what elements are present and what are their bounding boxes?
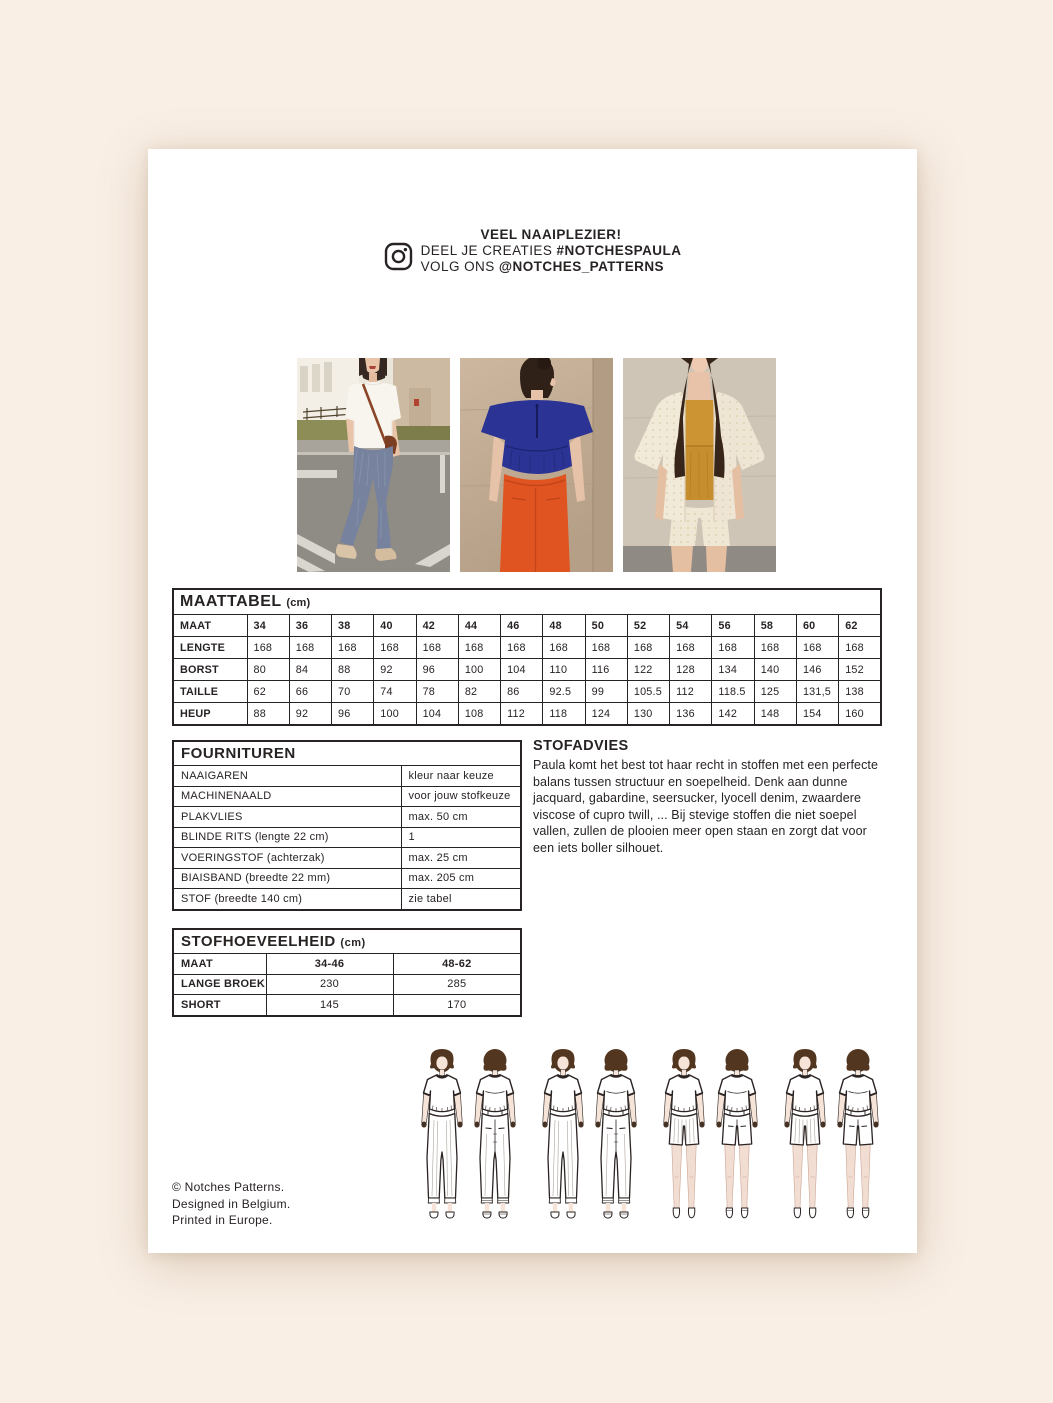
fabric-advice-section bbox=[533, 738, 891, 857]
illustration-pair-shorts-2 bbox=[779, 1046, 884, 1228]
maattabel-cell: 168 bbox=[289, 637, 331, 659]
maattabel-cell: 140 bbox=[754, 659, 796, 681]
maattabel-cell: 128 bbox=[670, 659, 712, 681]
fournituren-row bbox=[173, 786, 521, 807]
fournituren-value: zie tabel bbox=[401, 889, 521, 910]
maattabel-cell: 66 bbox=[289, 681, 331, 703]
maattabel-cell: 52 bbox=[627, 615, 669, 637]
social-header bbox=[148, 227, 917, 276]
maattabel bbox=[172, 588, 882, 726]
fournituren-label: BLINDE RITS (lengte 22 cm) bbox=[173, 827, 401, 848]
maattabel-cell: 116 bbox=[585, 659, 627, 681]
maattabel-cell: 122 bbox=[627, 659, 669, 681]
stofhoeveelheid-row bbox=[173, 974, 521, 995]
instagram-icon bbox=[384, 242, 413, 271]
maattabel-cell: 110 bbox=[543, 659, 585, 681]
maattabel-cell: 168 bbox=[585, 637, 627, 659]
fabric-advice-title: STOFADVIES bbox=[533, 738, 629, 754]
maattabel-cell: 48 bbox=[543, 615, 585, 637]
imprint-line-1: © Notches Patterns. bbox=[172, 1180, 285, 1194]
maattabel-body bbox=[173, 589, 881, 725]
maattabel-cell: 154 bbox=[796, 703, 838, 726]
maattabel-cell: 168 bbox=[247, 637, 289, 659]
fournituren-value: max. 205 cm bbox=[401, 868, 521, 889]
maattabel-cell: 112 bbox=[501, 703, 543, 726]
fournituren-label: VOERINGSTOF (achterzak) bbox=[173, 848, 401, 869]
stofhoeveelheid-value: 230 bbox=[266, 974, 393, 995]
fournituren-value: max. 50 cm bbox=[401, 807, 521, 828]
maattabel-row-lengte bbox=[173, 637, 881, 659]
maattabel-cell: 124 bbox=[585, 703, 627, 726]
maattabel-cell: 168 bbox=[670, 637, 712, 659]
fabric-advice-text: Paula komt het best tot haar recht in stoffen met een perfecte balans tussen structuur en soepelheid. Denk aan dunne jacquard, gabardine, seersucker, lyocell denim, zwaardere viscose of cupro twill, ... Bij stevige stoffen die niet soepel vallen, zullen de plooien meer open staan en zorgt dat voor een iets boller silhouet. bbox=[533, 758, 879, 855]
fournituren-label: BIAISBAND (breedte 22 mm) bbox=[173, 868, 401, 889]
header-line-3 bbox=[421, 259, 682, 275]
maattabel-cell: 168 bbox=[416, 637, 458, 659]
maattabel-cell: 168 bbox=[332, 637, 374, 659]
maattabel-row-maat bbox=[173, 615, 881, 637]
stofhoeveelheid-label: SHORT bbox=[173, 995, 266, 1016]
header-line-1: VEEL NAAIPLEZIER! bbox=[480, 227, 622, 242]
maattabel-cell: 70 bbox=[332, 681, 374, 703]
fournituren-value: 1 bbox=[401, 827, 521, 848]
social-header-text bbox=[421, 227, 682, 276]
maattabel-cell: 138 bbox=[839, 681, 881, 703]
lookbook-photos bbox=[297, 358, 776, 572]
maattabel-cell: 62 bbox=[247, 681, 289, 703]
maattabel-cell: 104 bbox=[416, 703, 458, 726]
maattabel-cell: 160 bbox=[839, 703, 881, 726]
header-line-3-prefix: VOLG ONS bbox=[420, 259, 499, 275]
maattabel-cell: 168 bbox=[627, 637, 669, 659]
illustration-shorts-front bbox=[779, 1046, 831, 1228]
illustration-shorts-back bbox=[832, 1046, 884, 1228]
maattabel-cell: 88 bbox=[247, 703, 289, 726]
maattabel-cell: 96 bbox=[416, 659, 458, 681]
imprint bbox=[172, 1179, 290, 1229]
imprint-line-3: Printed in Europe. bbox=[172, 1213, 273, 1227]
maattabel-cell: 40 bbox=[374, 615, 416, 637]
maattabel-cell: 96 bbox=[332, 703, 374, 726]
maattabel-row-label: HEUP bbox=[173, 703, 247, 726]
maattabel-cell: 34 bbox=[247, 615, 289, 637]
illustration-trousers-front bbox=[537, 1046, 589, 1228]
fournituren-title-row bbox=[173, 741, 521, 766]
header-hashtag: #NOTCHESPAULA bbox=[556, 243, 682, 259]
fournituren-row bbox=[173, 889, 521, 910]
maattabel-cell: 100 bbox=[374, 703, 416, 726]
maattabel-cell: 88 bbox=[332, 659, 374, 681]
illustration-pair-trousers-2 bbox=[537, 1046, 642, 1228]
stofhoeveelheid-column: 48-62 bbox=[393, 954, 521, 975]
maattabel-cell: 168 bbox=[754, 637, 796, 659]
maattabel-row-label: MAAT bbox=[173, 615, 247, 637]
maattabel-cell: 168 bbox=[712, 637, 754, 659]
maattabel-row-borst bbox=[173, 659, 881, 681]
maattabel-cell: 56 bbox=[712, 615, 754, 637]
notions-section bbox=[172, 740, 522, 911]
stofhoeveelheid-value: 285 bbox=[393, 974, 521, 995]
illustration-pair-trousers-1 bbox=[416, 1046, 521, 1228]
maattabel-cell: 130 bbox=[627, 703, 669, 726]
maattabel-cell: 82 bbox=[458, 681, 500, 703]
maattabel-cell: 92 bbox=[374, 659, 416, 681]
maattabel-cell: 60 bbox=[796, 615, 838, 637]
maattabel-cell: 99 bbox=[585, 681, 627, 703]
maattabel-cell: 125 bbox=[754, 681, 796, 703]
maattabel-cell: 118 bbox=[543, 703, 585, 726]
stofhoeveelheid-body bbox=[173, 929, 521, 1016]
header-line-2 bbox=[421, 243, 682, 259]
maattabel-row-heup bbox=[173, 703, 881, 726]
stofhoeveelheid-title-row bbox=[173, 929, 521, 954]
maattabel-cell: 168 bbox=[543, 637, 585, 659]
illustration-trousers-back bbox=[590, 1046, 642, 1228]
maattabel-cell: 168 bbox=[839, 637, 881, 659]
maattabel-cell: 38 bbox=[332, 615, 374, 637]
maattabel-cell: 92 bbox=[289, 703, 331, 726]
stofhoeveelheid-value: 145 bbox=[266, 995, 393, 1016]
maattabel-row-taille bbox=[173, 681, 881, 703]
maattabel-cell: 80 bbox=[247, 659, 289, 681]
fournituren-row bbox=[173, 868, 521, 889]
fournituren bbox=[172, 740, 522, 911]
maattabel-title: MAATTABEL (cm) bbox=[173, 589, 881, 615]
fournituren-row bbox=[173, 766, 521, 787]
maattabel-cell: 62 bbox=[839, 615, 881, 637]
garment-illustrations bbox=[416, 1046, 884, 1228]
maattabel-cell: 112 bbox=[670, 681, 712, 703]
maattabel-title-row bbox=[173, 589, 881, 615]
maattabel-cell: 148 bbox=[754, 703, 796, 726]
illustration-trousers-back bbox=[469, 1046, 521, 1228]
size-table-section bbox=[172, 588, 882, 726]
fournituren-body bbox=[173, 741, 521, 910]
fournituren-title: FOURNITUREN bbox=[173, 741, 521, 766]
fournituren-row bbox=[173, 827, 521, 848]
stofhoeveelheid bbox=[172, 928, 522, 1017]
illustration-shorts-back bbox=[711, 1046, 763, 1228]
header-line-2-prefix: DEEL JE CREATIES bbox=[420, 243, 557, 259]
stofhoeveelheid-column: MAAT bbox=[173, 954, 266, 975]
fournituren-value: kleur naar keuze bbox=[401, 766, 521, 787]
fournituren-label: NAAIGAREN bbox=[173, 766, 401, 787]
illustration-shorts-front bbox=[658, 1046, 710, 1228]
maattabel-cell: 168 bbox=[796, 637, 838, 659]
pattern-sheet bbox=[148, 149, 917, 1253]
maattabel-cell: 100 bbox=[458, 659, 500, 681]
maattabel-cell: 105.5 bbox=[627, 681, 669, 703]
maattabel-row-label: BORST bbox=[173, 659, 247, 681]
maattabel-cell: 84 bbox=[289, 659, 331, 681]
maattabel-cell: 86 bbox=[501, 681, 543, 703]
maattabel-row-label: TAILLE bbox=[173, 681, 247, 703]
maattabel-cell: 131,5 bbox=[796, 681, 838, 703]
stofhoeveelheid-value: 170 bbox=[393, 995, 521, 1016]
maattabel-cell: 46 bbox=[501, 615, 543, 637]
maattabel-cell: 168 bbox=[458, 637, 500, 659]
maattabel-cell: 134 bbox=[712, 659, 754, 681]
maattabel-cell: 168 bbox=[374, 637, 416, 659]
maattabel-cell: 152 bbox=[839, 659, 881, 681]
maattabel-cell: 36 bbox=[289, 615, 331, 637]
fournituren-value: voor jouw stofkeuze bbox=[401, 786, 521, 807]
fournituren-label: MACHINENAALD bbox=[173, 786, 401, 807]
header-handle: @NOTCHES_PATTERNS bbox=[498, 259, 664, 275]
maattabel-cell: 104 bbox=[501, 659, 543, 681]
maattabel-cell: 50 bbox=[585, 615, 627, 637]
maattabel-row-label: LENGTE bbox=[173, 637, 247, 659]
stofhoeveelheid-row bbox=[173, 995, 521, 1016]
stofhoeveelheid-column: 34-46 bbox=[266, 954, 393, 975]
fournituren-label: PLAKVLIES bbox=[173, 807, 401, 828]
fournituren-row bbox=[173, 848, 521, 869]
stofhoeveelheid-title: STOFHOEVEELHEID (cm) bbox=[173, 929, 521, 954]
maattabel-cell: 146 bbox=[796, 659, 838, 681]
photo-coord-set bbox=[623, 358, 776, 572]
maattabel-cell: 54 bbox=[670, 615, 712, 637]
fournituren-row bbox=[173, 807, 521, 828]
maattabel-cell: 142 bbox=[712, 703, 754, 726]
maattabel-cell: 108 bbox=[458, 703, 500, 726]
fournituren-label: STOF (breedte 140 cm) bbox=[173, 889, 401, 910]
maattabel-cell: 44 bbox=[458, 615, 500, 637]
maattabel-cell: 78 bbox=[416, 681, 458, 703]
stofhoeveelheid-header-row bbox=[173, 954, 521, 975]
maattabel-cell: 168 bbox=[501, 637, 543, 659]
fournituren-value: max. 25 cm bbox=[401, 848, 521, 869]
photo-back-view bbox=[460, 358, 613, 572]
imprint-line-2: Designed in Belgium. bbox=[172, 1196, 291, 1211]
maattabel-cell: 92.5 bbox=[543, 681, 585, 703]
illustration-trousers-front bbox=[416, 1046, 468, 1228]
illustration-pair-shorts-1 bbox=[658, 1046, 763, 1228]
maattabel-cell: 136 bbox=[670, 703, 712, 726]
maattabel-cell: 74 bbox=[374, 681, 416, 703]
fabric-quantity-section bbox=[172, 928, 522, 1017]
maattabel-cell: 118.5 bbox=[712, 681, 754, 703]
maattabel-cell: 58 bbox=[754, 615, 796, 637]
maattabel-cell: 42 bbox=[416, 615, 458, 637]
stofhoeveelheid-label: LANGE BROEK bbox=[173, 974, 266, 995]
photo-street-look bbox=[297, 358, 450, 572]
